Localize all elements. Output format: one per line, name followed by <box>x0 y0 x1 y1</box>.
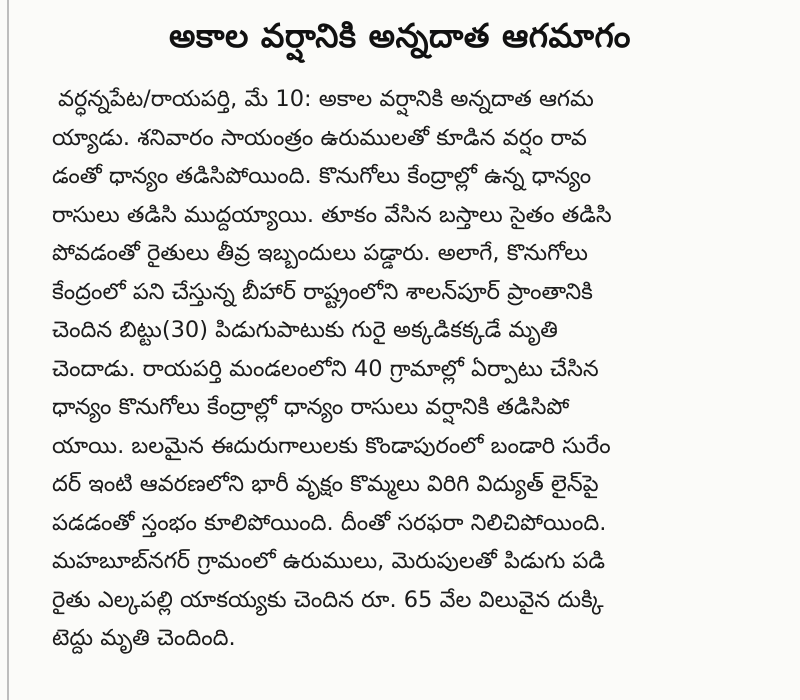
article-line: య్యాడు. శనివారం సాయంత్రం ఉరుములతో కూడిన వర్షం రావ <box>52 124 587 151</box>
article-line: డంతో ధాన్యం తడిసిపోయింది. కొనుగోలు కేంద్రాల్లో ఉన్న ధాన్యం <box>52 163 592 189</box>
article-line: మహబూబ్‌నగర్ గ్రామంలో ఉరుములు, మెరుపులతో పిడుగు పడి <box>52 548 606 574</box>
article-line: రాసులు తడిసి ముద్దయ్యాయి. తూకం వేసిన బస్తాలు సైతం తడిసి <box>52 201 612 228</box>
article-line: దర్ ఇంటి ఆవరణలోని భారీ వృక్షం కొమ్మలు విరిగి విద్యుత్ లైన్‌పై <box>52 471 599 497</box>
article-line: కేంద్రంలో పని చేస్తున్న బీహార్ రాష్ట్రంలోని శాలన్‌పూర్ ప్రాంతానికి <box>52 278 593 305</box>
article-body <box>52 80 782 658</box>
article-line: యాయి. బలమైన ఈదురుగాలులకు కొండాపురంలో బండారి సురేం <box>52 432 611 459</box>
article-line: పడడంతో స్తంభం కూలిపోయింది. దీంతో సరఫరా నిలిచిపోయింది. <box>52 509 607 536</box>
article-line: పోవడంతో రైతులు తీవ్ర ఇబ్బందులు పడ్డారు. అలాగే, కొనుగోలు <box>52 240 588 266</box>
article-line: టెద్దు మృతి చెందింది. <box>52 625 236 651</box>
article-line: ధాన్యం కొనుగోలు కేంద్రాల్లో ధాన్యం రాసులు వర్షానికి తడిసిపో <box>52 394 570 420</box>
article-line: వర్ధన్నపేట/రాయపర్తి, మే 10: అకాల వర్షానికి అన్నదాత ఆగమ <box>58 86 594 112</box>
article-line: చెందాడు. రాయపర్తి మండలంలోని 40 గ్రామాల్లో ఏర్పాటు చేసిన <box>52 355 599 382</box>
article-headline: అకాల వర్షానికి అన్నదాత ఆగమాగం <box>168 16 632 55</box>
article-line: చెందిన బిట్టు(30) పిడుగుపాటుకు గురై అక్కడికక్కడే మృతి <box>52 317 558 343</box>
article-line: రైతు ఎల్కపల్లి యాకయ్యకు చెందిన రూ. 65 వేల విలువైన దుక్కి <box>52 586 604 613</box>
column-divider <box>7 0 9 700</box>
